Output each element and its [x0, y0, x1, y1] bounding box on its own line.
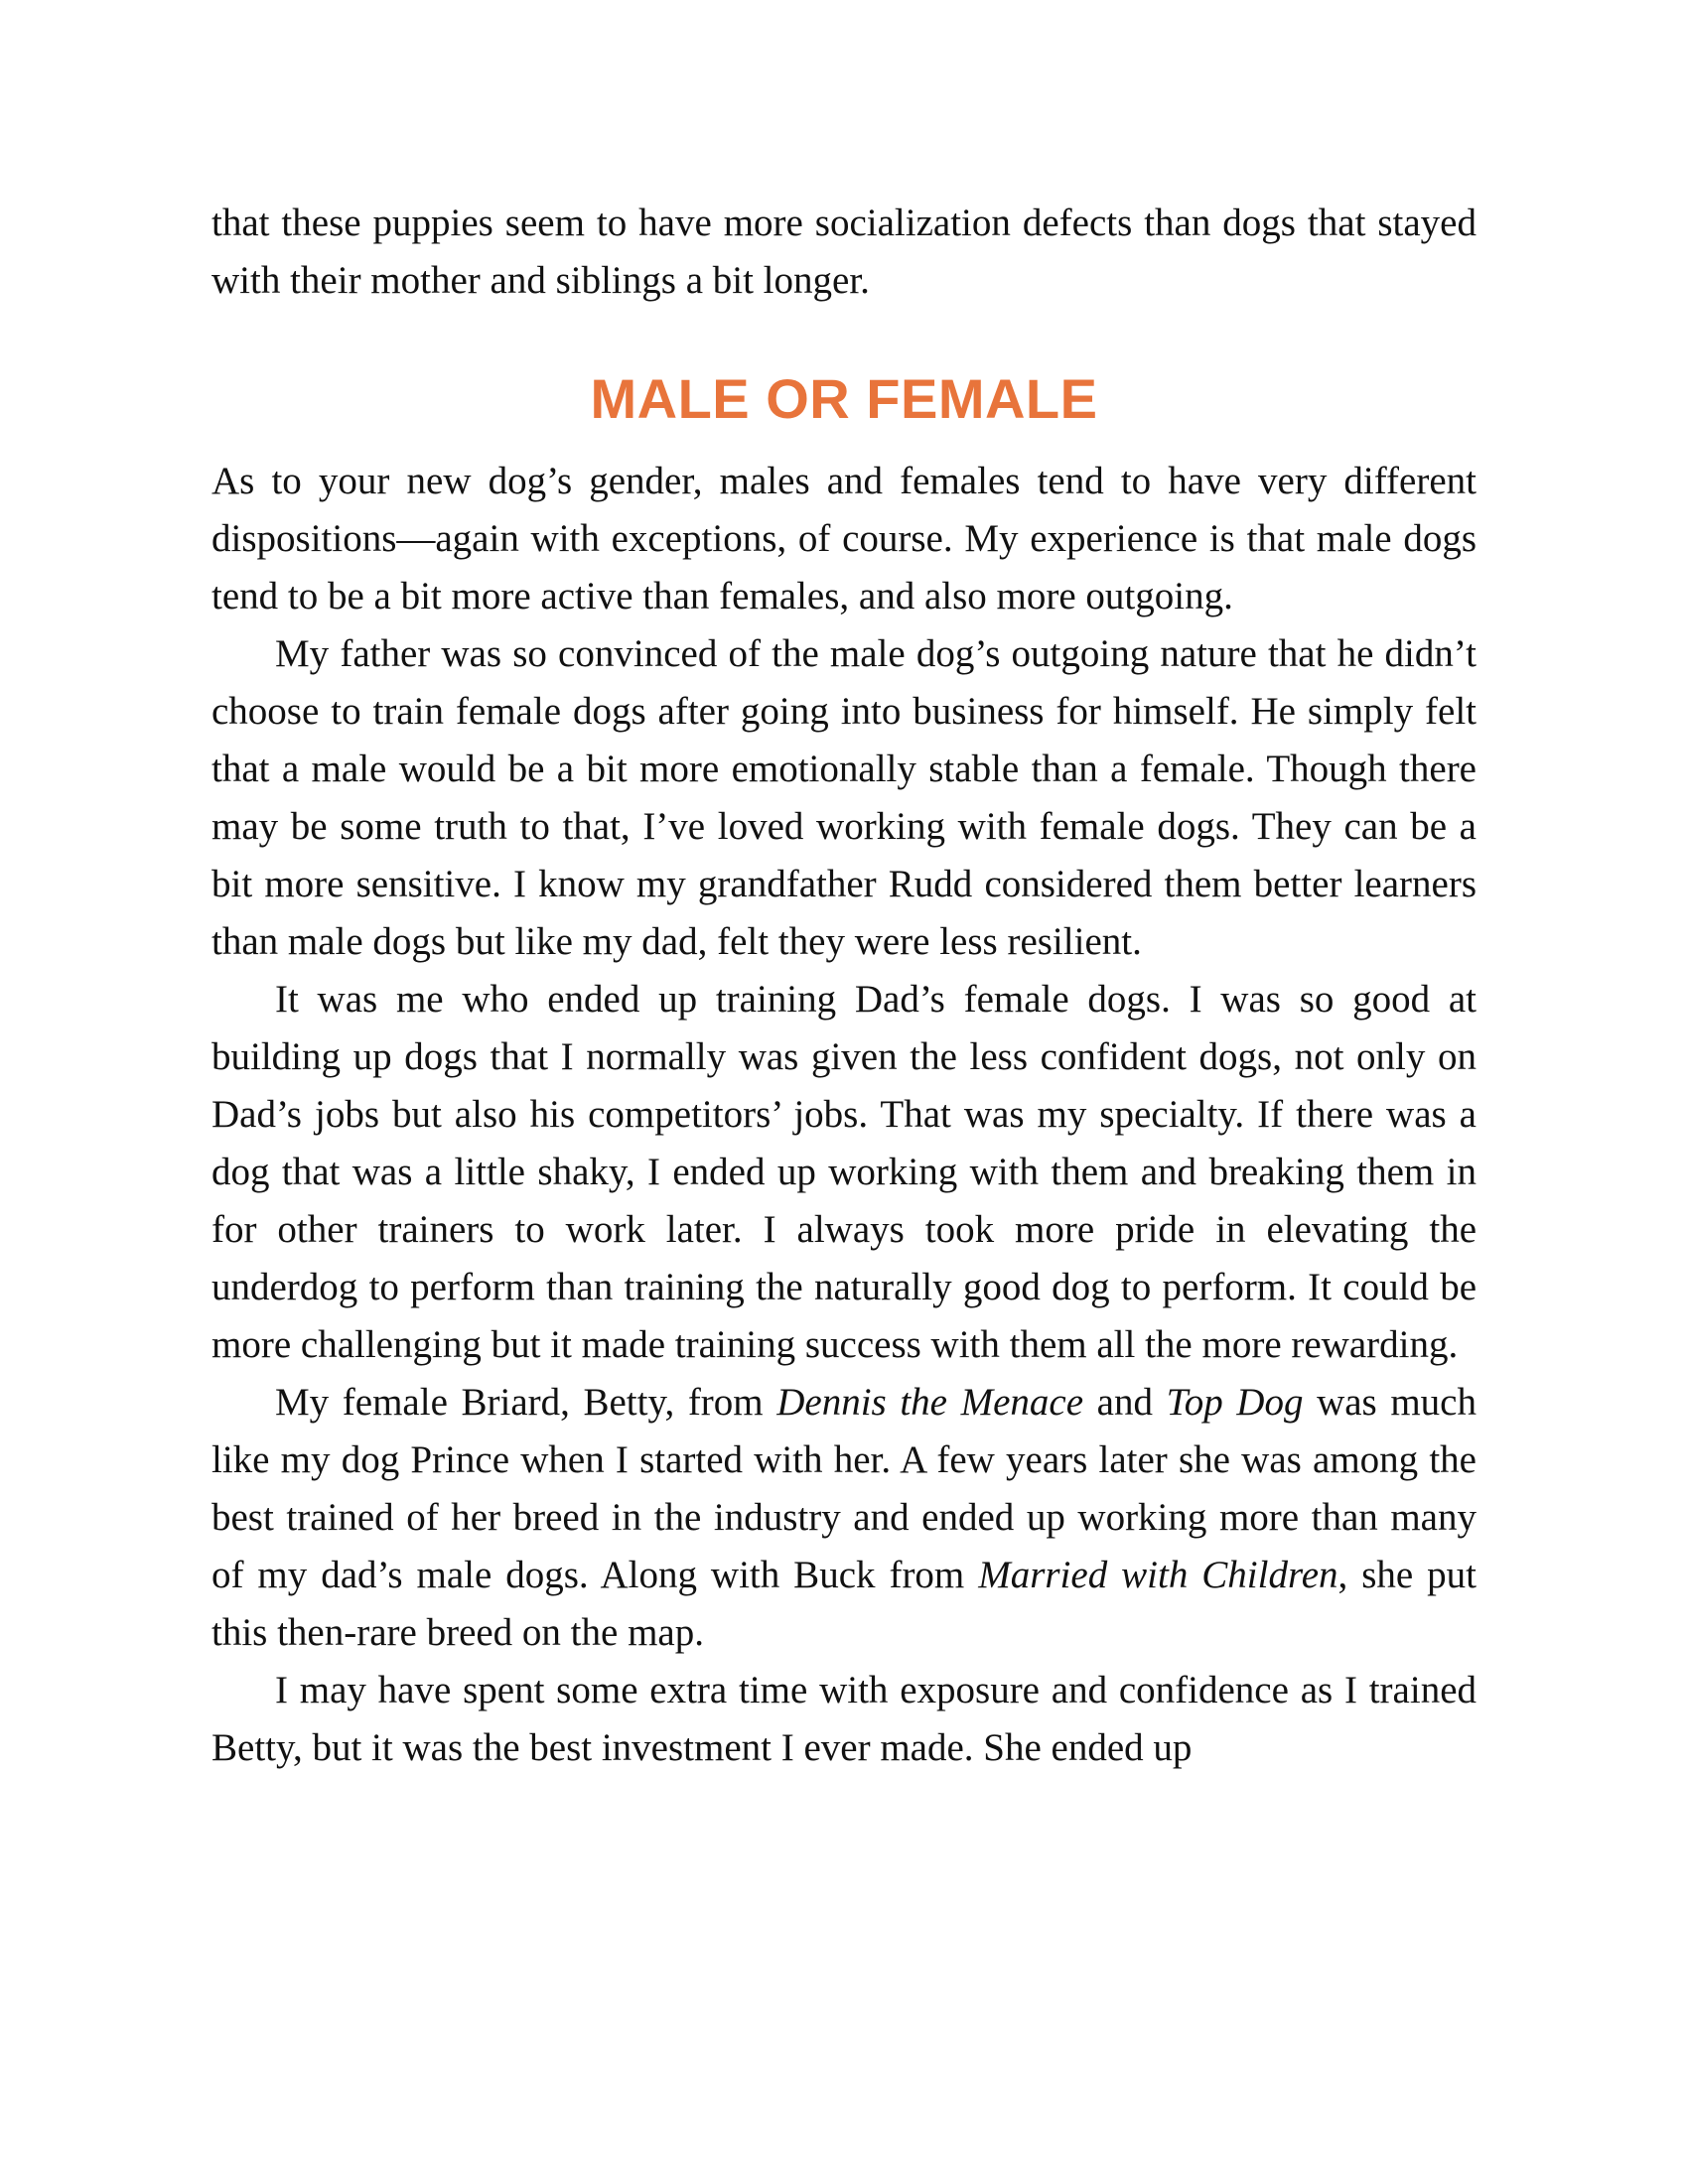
paragraph-betty-text-1: My female Briard, Betty, from — [275, 1381, 777, 1424]
paragraph-training: It was me who ended up training Dad’s female dogs. I was so good at building up dogs that I normally was given the less confident dogs, not only on Dad’s jobs but also his competitors’ jobs. That was my specialty. If there was a dog that was a little shaky, I ended up working with them and breaking them in for other trainers to work later. I always took more pride in elevating the underdog to perform than training the naturally good dog to perform. It could be more challenging but it made training success with them all the more rewarding. — [211, 978, 1477, 1366]
paragraph-betty — [211, 1374, 1477, 1662]
paragraph-betty-text-3: was much like my dog Prince when I started with her. A few years later she was among the best trained of her breed in the industry and ended up working more than many of my dad’s male dogs. Along with Buck from — [211, 1381, 1477, 1596]
paragraph-gender: As to your new dog’s gender, males and females tend to have very different dispositions—again with exceptions, of course. My experience is that male dogs tend to be a bit more active than females, and also more outgoing. — [211, 460, 1477, 617]
paragraph-betty-text-4: , she put this then-rare breed on the map. — [211, 1554, 1477, 1654]
book-page — [211, 195, 1477, 1777]
intro-paragraph: that these puppies seem to have more socialization defects than dogs that stayed with their mother and siblings a bit longer. — [211, 202, 1477, 302]
paragraph-investment: I may have spent some extra time with exposure and confidence as I trained Betty, but it was the best investment I ever made. She ended up — [211, 1669, 1477, 1769]
paragraph-betty-text-2: and — [1083, 1381, 1167, 1424]
paragraph-father: My father was so convinced of the male dog’s outgoing nature that he didn’t choose to train female dogs after going into business for himself. He simply felt that a male would be a bit more emotionally stable than a female. Though there may be some truth to that, I’ve loved working with female dogs. They can be a bit more sensitive. I know my grandfather Rudd considered them better learners than male dogs but like my dad, felt they were less resilient. — [211, 632, 1477, 963]
title-married-with-children: Married with Children — [978, 1554, 1338, 1596]
section-heading: MALE OR FEMALE — [590, 367, 1098, 430]
title-dennis-the-menace: Dennis the Menace — [776, 1381, 1084, 1424]
title-top-dog: Top Dog — [1166, 1381, 1304, 1424]
